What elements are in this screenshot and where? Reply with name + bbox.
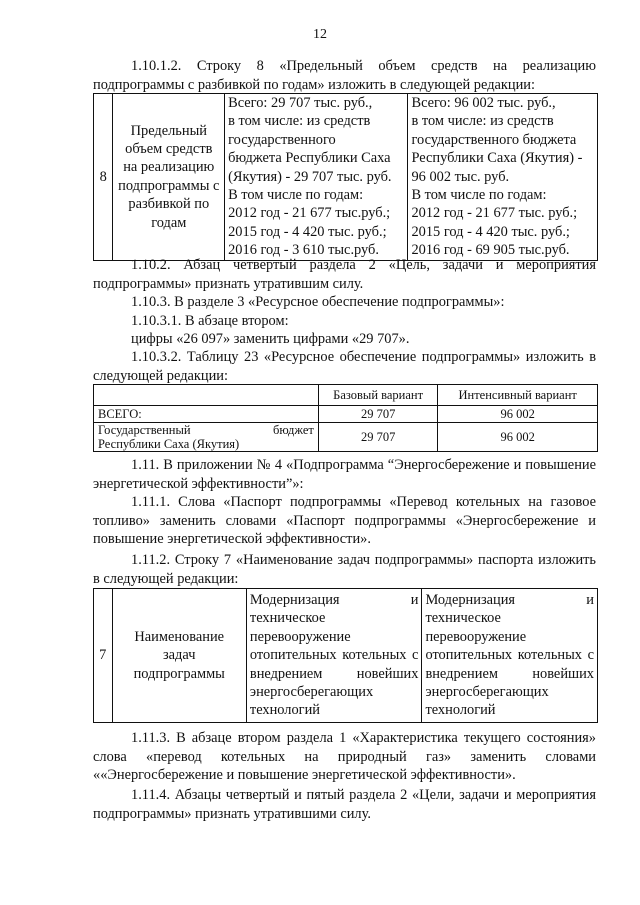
table1-col2-line: в том числе: из средств [411, 113, 554, 130]
table2-budget-intensive: 96 002 [438, 423, 598, 452]
paragraph-1-11-1: 1.11.1. Слова «Паспорт подпрограммы «Перевод котельных на газовое топливо» заменить словами «Паспорт подпрограммы «Энергосбережение и повышение энергетической эффективности». [93, 494, 596, 547]
resource-table [93, 384, 598, 452]
table2-budget-label-a: Государственный [98, 423, 191, 437]
paragraph-1-10-1-2: 1.10.1.2. Строку 8 «Предельный объем средств на реализацию подпрограммы с разбивкой по годам» изложить в следующей редакции: [93, 58, 596, 93]
table2-budget-label-line1 [98, 423, 314, 437]
table1-col2-line: 96 002 тыс. руб. [411, 168, 510, 185]
table-row-8-funding [93, 93, 598, 261]
paragraph-1-11-3: 1.11.3. В абзаце втором раздела 1 «Характеристика текущего состояния» слова «перевод котельных на природный газ» заменить словами ««Энергосбережение и повышение энергетической эффективности». [93, 730, 596, 783]
table2-total-base: 29 707 [318, 406, 437, 423]
table2-budget-label [94, 423, 319, 452]
table1-col2-line: Всего: 96 002 тыс. руб., [411, 95, 556, 111]
table-row-7-tasks [93, 588, 598, 723]
table1-col1-line: 2012 год - 21 677 тыс.руб.; [228, 205, 391, 222]
paragraph-1-11-2: 1.11.2. Строку 7 «Наименование задач подпрограммы» паспорта изложить в следующей редакции: [93, 552, 596, 587]
page-number: 12 [313, 27, 327, 42]
table3-row-number: 7 [94, 589, 113, 723]
paragraph-1-10-3-1: 1.10.3.1. В абзаце втором: [131, 313, 289, 329]
paragraph-1-10-2: 1.10.2. Абзац четвертый раздела 2 «Цель, задачи и мероприятия подпрограммы» признать утратившим силу. [93, 257, 596, 292]
paragraph-1-10-3: 1.10.3. В разделе 3 «Ресурсное обеспечение подпрограммы»: [131, 294, 505, 310]
table2-total-intensive: 96 002 [438, 406, 598, 423]
table1-col1-line: (Якутия) - 29 707 тыс. руб. [228, 168, 392, 185]
table1-row-number: 8 [94, 94, 113, 261]
table3-base-variant: Модернизация и техническое перевооружение отопительных котельных с внедрением новейших энергосберегающих технологий [246, 589, 422, 723]
table1-base-variant [225, 94, 408, 261]
table2-header-intensive: Интенсивный вариант [438, 385, 598, 406]
table3-row-name: Наименование задач подпрограммы [112, 589, 246, 723]
table1-col2-line: 2016 год - 69 905 тыс.руб. [411, 242, 570, 259]
paragraph-1-10-3-2: 1.10.3.2. Таблицу 23 «Ресурсное обеспечение подпрограммы» изложить в следующей редакции: [93, 349, 596, 384]
paragraph-1-11-4: 1.11.4. Абзацы четвертый и пятый раздела 2 «Цели, задачи и мероприятия подпрограммы» признать утратившими силу. [93, 787, 596, 822]
table2-total-label: ВСЕГО: [94, 406, 319, 423]
table1-col2-line: 2012 год - 21 677 тыс. руб.; [411, 205, 578, 222]
table3-intensive-variant: Модернизация и техническое перевооружение отопительных котельных с внедрением новейших энергосберегающих технологий [422, 589, 598, 723]
table1-col1-line: бюджета Республики Саха [228, 150, 391, 167]
table1-row-name: Предельный объем средств на реализацию подпрограммы с разбивкой по годам [113, 94, 225, 261]
table2-header-base: Базовый вариант [318, 385, 437, 406]
table1-col2-line: В том числе по годам: [411, 187, 547, 204]
table2-header-empty [94, 385, 319, 406]
table1-col1-line: 2016 год - 3 610 тыс.руб. [228, 242, 379, 259]
table1-col1-line: Всего: 29 707 тыс. руб., [228, 95, 373, 111]
table2-budget-base: 29 707 [318, 423, 437, 452]
table2-budget-label-c: Республики Саха (Якутия) [98, 437, 240, 451]
table1-col1-line: 2015 год - 4 420 тыс. руб.; [228, 223, 387, 240]
table1-col2-line: государственного бюджета [411, 131, 577, 148]
paragraph-1-11: 1.11. В приложении № 4 «Подпрограмма “Энергосбережение и повышение энергетической эффективности”»: [93, 457, 596, 492]
paragraph-digits: цифры «26 097» заменить цифрами «29 707». [131, 331, 410, 347]
table1-col2-line: Республики Саха (Якутия) - [411, 150, 583, 167]
table1-col1-line: В том числе по годам: [228, 187, 364, 204]
table1-col1-line: государственного [228, 131, 336, 148]
table1-intensive-variant [408, 94, 598, 261]
table2-budget-label-b: бюджет [272, 423, 314, 437]
table1-col1-line: в том числе: из средств [228, 113, 371, 130]
table1-col2-line: 2015 год - 4 420 тыс. руб.; [411, 223, 570, 240]
